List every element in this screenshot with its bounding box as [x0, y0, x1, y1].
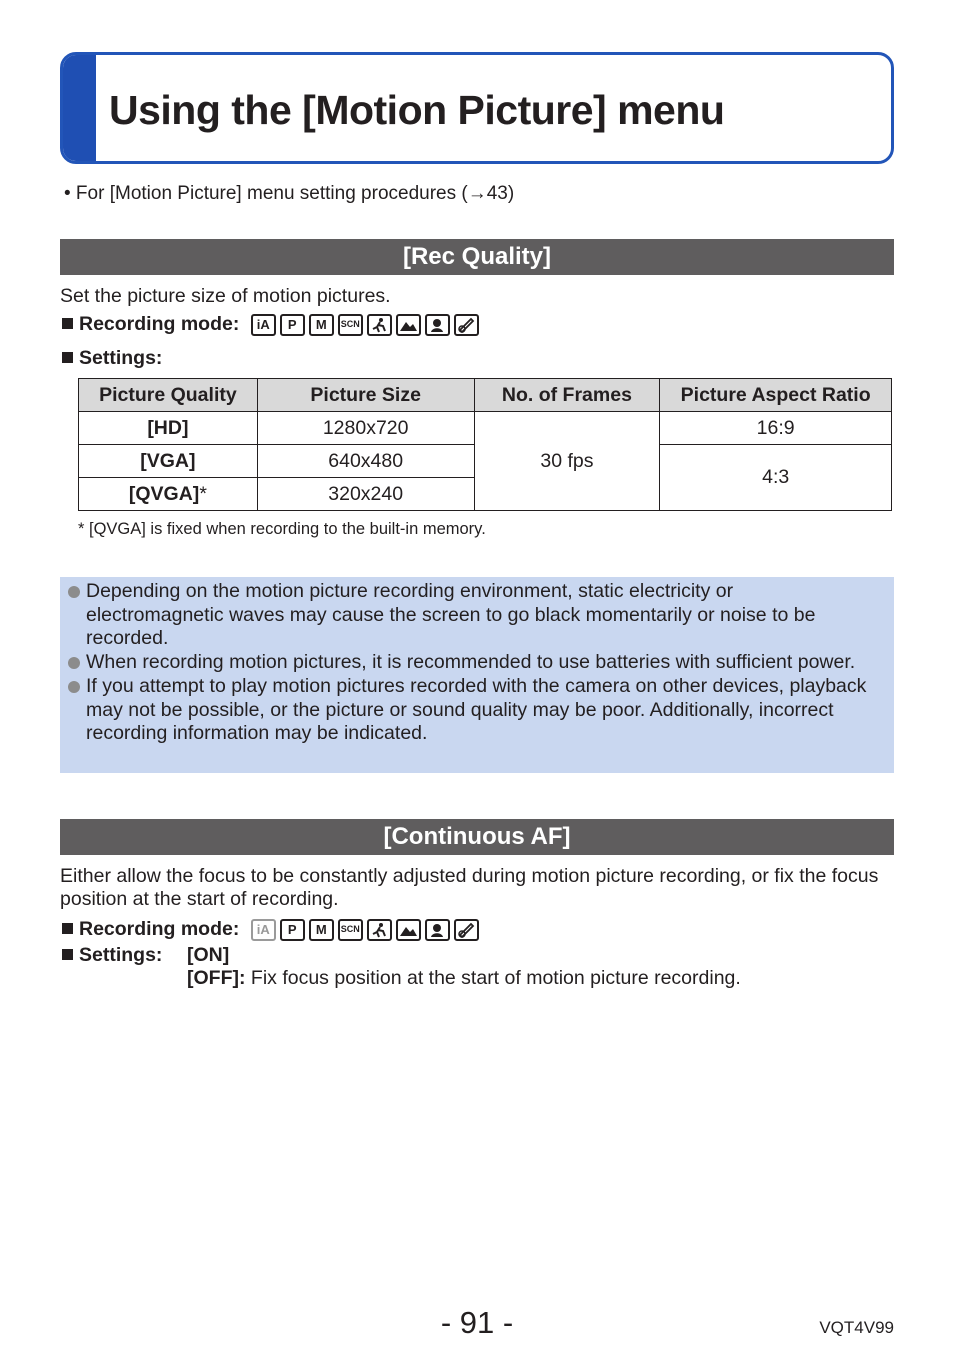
table-header: Picture Size: [257, 379, 474, 412]
manual-mode-icon: M: [309, 919, 334, 941]
square-bullet-icon: [62, 923, 73, 934]
rec-quality-table: [78, 378, 892, 511]
continuous-af-settings: [60, 944, 741, 990]
size-cell: 320x240: [257, 478, 474, 511]
section-header-rec-quality: [Rec Quality]: [60, 239, 894, 275]
ratio-cell: 16:9: [660, 412, 892, 445]
section-header-continuous-af: [Continuous AF]: [60, 819, 894, 855]
size-cell: 640x480: [257, 445, 474, 478]
continuous-af-description: Either allow the focus to be constantly adjusted during motion picture recording, or fix the focus position at the start of recording.: [60, 865, 879, 910]
bullet-icon: [68, 681, 80, 693]
creative-control-mode-icon: [454, 919, 479, 941]
portrait-mode-icon: [425, 919, 450, 941]
sports-mode-icon: [367, 919, 392, 941]
notes-box: [60, 577, 894, 773]
title-accent-bar: [63, 55, 96, 161]
scene-mode-icon: SCN: [338, 919, 363, 941]
bullet-icon: [68, 586, 80, 598]
program-mode-icon: P: [280, 314, 305, 336]
square-bullet-icon: [62, 352, 73, 363]
scenery-mode-icon: [396, 314, 421, 336]
frames-cell: 30 fps: [474, 412, 660, 511]
scene-mode-icon: SCN: [338, 314, 363, 336]
portrait-mode-icon: [425, 314, 450, 336]
rec-quality-settings-label: Settings:: [60, 347, 162, 370]
title-box: [60, 52, 894, 164]
quality-cell: [79, 478, 258, 511]
continuous-af-recording-mode: [60, 918, 479, 941]
table-header-row: [79, 379, 892, 412]
recording-mode-label: Recording mode:: [79, 918, 240, 940]
mode-icons: [251, 314, 479, 336]
rec-quality-description: Set the picture size of motion pictures.: [60, 285, 391, 307]
quality-text: [QVGA]: [128, 482, 200, 505]
ratio-cell: 4:3: [660, 445, 892, 511]
manual-mode-icon: M: [309, 314, 334, 336]
sports-mode-icon: [367, 314, 392, 336]
table-header: No. of Frames: [474, 379, 660, 412]
square-bullet-icon: [62, 318, 73, 329]
table-row: [79, 412, 892, 445]
setting-on: [ON]: [187, 944, 230, 966]
settings-label: Settings:: [60, 944, 187, 967]
footnote-marker: *: [199, 482, 207, 505]
quality-cell: [VGA]: [79, 445, 258, 478]
note-item: If you attempt to play motion pictures recorded with the camera on other devices, playback may not be possible, or the picture or sound quality may be poor. Additionally, incorrect recording information may be indicated.: [68, 675, 874, 746]
table-header: Picture Quality: [79, 379, 258, 412]
quality-cell: [HD]: [79, 412, 258, 445]
intro-reference: • For [Motion Picture] menu setting procedures (→43): [64, 183, 515, 204]
bullet-icon: [68, 657, 80, 669]
settings-row-on: [60, 944, 741, 967]
note-item: When recording motion pictures, it is recommended to use batteries with sufficient power.: [68, 651, 874, 675]
page-number: - 91 -: [440, 1305, 514, 1340]
setting-off-description: Fix focus position at the start of motion picture recording.: [250, 967, 741, 989]
intelligent-auto-mode-icon: iA: [251, 314, 276, 336]
document-code: VQT4V99: [819, 1318, 894, 1337]
square-bullet-icon: [62, 949, 73, 960]
table-footnote: * [QVGA] is fixed when recording to the built-in memory.: [78, 520, 486, 538]
program-mode-icon: P: [280, 919, 305, 941]
scenery-mode-icon: [396, 919, 421, 941]
setting-off-label: [OFF]:: [187, 967, 246, 989]
table-header: Picture Aspect Ratio: [660, 379, 892, 412]
recording-mode-label: Recording mode:: [79, 313, 240, 335]
note-item: Depending on the motion picture recording environment, static electricity or electromagnetic waves may cause the screen to go black momentarily or noise to be recorded.: [68, 580, 874, 651]
creative-control-mode-icon: [454, 314, 479, 336]
size-cell: 1280x720: [257, 412, 474, 445]
settings-row-off: [60, 967, 741, 990]
rec-quality-recording-mode: [60, 313, 479, 336]
mode-icons: [251, 919, 479, 941]
intelligent-auto-mode-icon: iA: [251, 919, 276, 941]
page-title: Using the [Motion Picture] menu: [109, 87, 725, 133]
setting-off: [187, 967, 741, 990]
